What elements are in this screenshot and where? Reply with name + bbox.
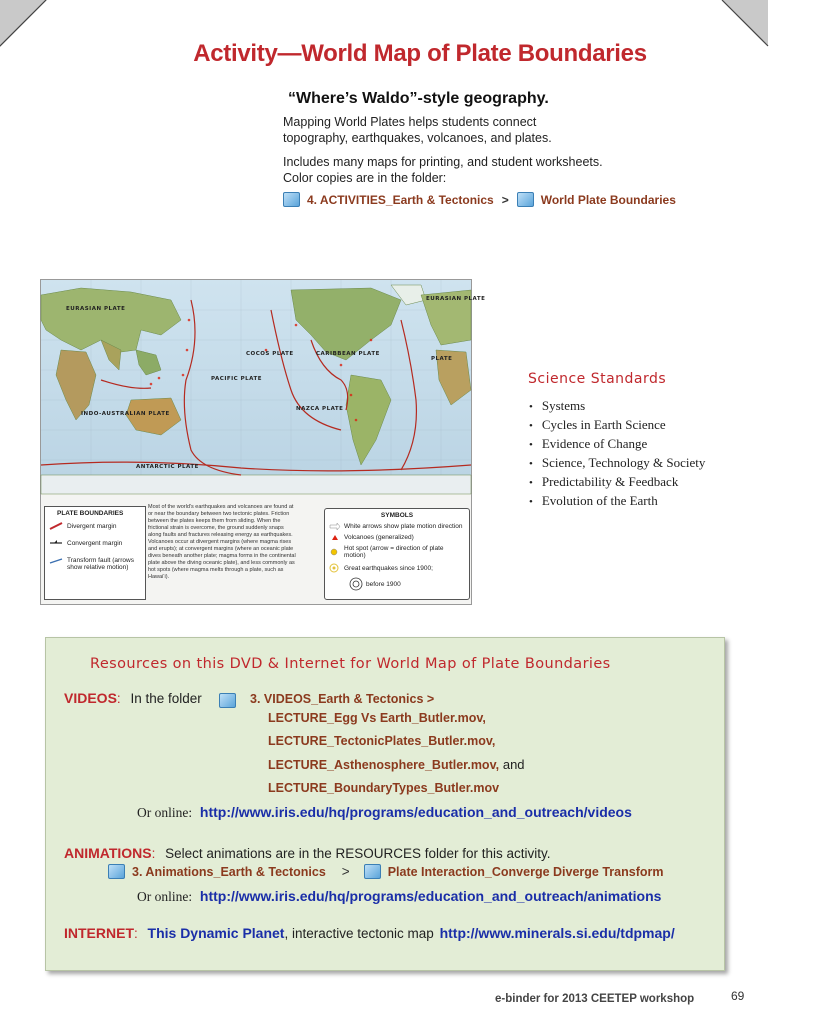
video-file-link[interactable]: LECTURE_Egg Vs Earth_Butler.mov, [268,711,486,725]
plate-label: INDO-AUSTRALIAN PLATE [81,411,170,417]
plate-label: PLATE [431,356,453,362]
animations-sub-link[interactable]: Plate Interaction_Converge Diverge Transform [387,864,664,879]
folder-path [283,192,676,207]
plate-boundaries-legend: PLATE BOUNDARIES Divergent margin Convergent margin Transform fault (arrows show relative motion) [44,506,146,600]
animations-folder-row: 3. Animations_Earth & Tectonics > Plate Interaction_Converge Diverge Transform [108,864,663,879]
animations-online-row: Or online: http://www.iris.edu/hq/programs/education_and_outreach/animations [137,888,662,904]
list-item: • Evidence of Change [529,435,705,454]
symbols-legend: SYMBOLS White arrows show plate motion direction Volcanoes (generalized) Hot spot (arrow = direction of plate motion) Great earthquakes since 1900; before 1900 [324,508,470,600]
videos-label: VIDEOS [64,690,117,706]
list-item: • Evolution of the Earth [529,492,705,511]
world-plate-map [40,279,486,605]
plate-label: EURASIAN PLATE [66,306,126,312]
convergent-icon [49,539,63,547]
arrow-icon [329,523,341,530]
plate-label: ANTARCTIC PLATE [136,464,199,470]
hotspot-icon [329,548,341,556]
internet-row: INTERNET: This Dynamic Planet, interactive tectonic map http://www.minerals.si.edu/tdpmap/ [64,925,675,941]
videos-url-link[interactable]: http://www.iris.edu/hq/programs/education_and_outreach/videos [199,804,632,820]
videos-folder-link[interactable]: 3. VIDEOS_Earth & Tectonics > [250,692,435,706]
description-2: Includes many maps for printing, and student worksheets. Color copies are in the folder: [283,155,603,185]
folder-path-item[interactable]: World Plate Boundaries [540,192,676,207]
plate-label: CARIBBEAN PLATE [316,351,380,357]
footer-text: e-binder for 2013 CEETEP workshop [495,993,695,1005]
folder-icon [364,864,381,879]
divergent-icon [49,522,63,530]
list-item: • Systems [529,397,705,416]
page-title: Activity—World Map of Plate Boundaries [193,40,647,67]
animations-url-link[interactable]: http://www.iris.edu/hq/programs/education_and_outreach/animations [199,888,662,904]
plate-label: COCOS PLATE [246,351,294,357]
internet-label: INTERNET [64,925,134,941]
list-item: • Cycles in Earth Science [529,416,705,435]
folder-icon [219,693,236,708]
transform-icon [49,557,63,565]
animations-row: ANIMATIONS: Select animations are in the RESOURCES folder for this activity. [64,845,551,861]
video-file-link[interactable]: LECTURE_Asthenosphere_Butler.mov, [268,758,500,772]
folder-path-item[interactable]: 4. ACTIVITIES_Earth & Tectonics [307,192,494,207]
folder-icon [108,864,125,879]
page-number: 69 [731,989,745,1003]
folder-icon [283,192,300,207]
volcano-icon [329,534,341,541]
animations-label: ANIMATIONS [64,845,152,861]
plate-label: NAZCA PLATE [296,406,344,412]
map-explanation: Most of the world’s earthquakes and volcanoes are found at or near the boundary between two tectonic plates. Friction between the plates keeps them from sliding. When the frictional strain is overcome, the ground suddenly snaps along faults and fractures releasing energy as earthquakes. Volcanoes occur at divergent margins (where magma rises and erupts); at convergent margins (where an oceanic plate dives beneath another plate; magma forms in the continental plate above the diving oceanic plate), and less commonly as hot spots (where magma melts through a plate, such as Hawai‘i). [148,504,296,580]
internet-name-link[interactable]: This Dynamic Planet [147,925,285,941]
plate-label: EURASIAN PLATE [426,296,486,302]
science-standards-list [529,397,705,511]
videos-online-row: Or online: http://www.iris.edu/hq/programs/education_and_outreach/videos [137,804,632,820]
path-separator: > [501,192,509,207]
video-file-row: LECTURE_Asthenosphere_Butler.mov, and [268,757,525,772]
earthquake-icon [329,563,341,573]
video-file-link[interactable]: LECTURE_BoundaryTypes_Butler.mov [268,781,500,795]
resources-title: Resources on this DVD & Internet for World Map of Plate Boundaries [90,656,611,672]
folder-icon [517,192,534,207]
list-item: • Predictability & Feedback [529,473,705,492]
description-1: Mapping World Plates helps students connect topography, earthquakes, volcanoes, and plates. [283,115,552,145]
science-standards-title: Science Standards [528,371,667,387]
earthquake-old-icon [349,577,363,591]
internet-url-link[interactable]: http://www.minerals.si.edu/tdpmap/ [439,925,675,941]
map-image [41,280,486,494]
plate-label: PACIFIC PLATE [211,376,262,382]
video-file-link[interactable]: LECTURE_TectonicPlates_Butler.mov, [268,734,496,748]
list-item: • Science, Technology & Society [529,454,705,473]
videos-row: VIDEOS: In the folder [64,690,202,706]
animations-folder-link[interactable]: 3. Animations_Earth & Tectonics [132,864,326,879]
page-subtitle: “Where’s Waldo”-style geography. [288,90,549,107]
